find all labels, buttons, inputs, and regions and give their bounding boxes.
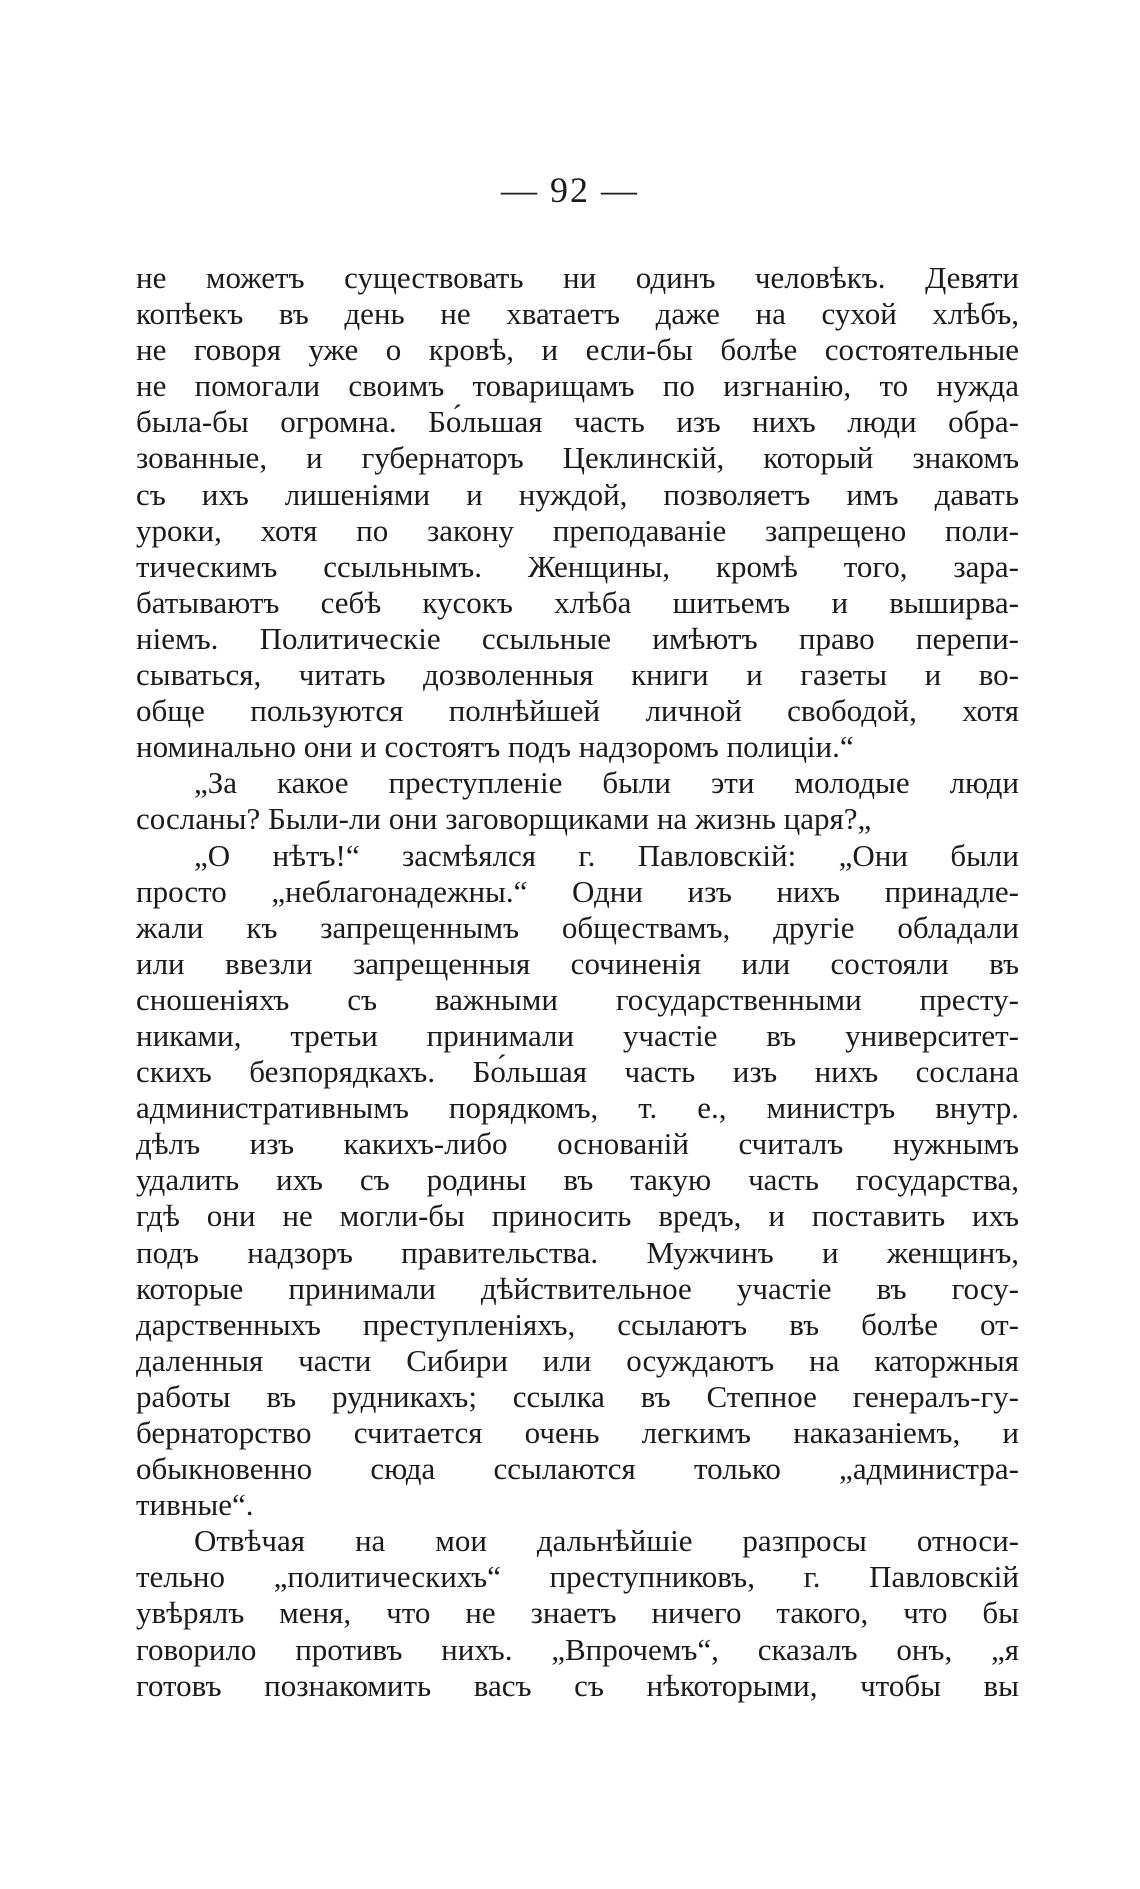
text-line: сываться, читать дозволенныя книги и газеты и во- (136, 657, 1019, 693)
text-line: увѣрялъ меня, что не знаетъ ничего такого, что бы (136, 1595, 1019, 1631)
text-line: удалить ихъ съ родины въ такую часть государства, (136, 1162, 1019, 1198)
text-line: дарственныхъ преступленіяхъ, ссылаютъ въ болѣе от- (136, 1306, 1019, 1342)
text-line: которые принимали дѣйствительное участіе въ госу- (136, 1270, 1019, 1306)
text-line: административнымъ порядкомъ, т. е., министръ внутр. (136, 1090, 1019, 1126)
text-line: тическимъ ссыльнымъ. Женщины, кромѣ того, зара- (136, 548, 1019, 584)
text-line: была-бы огромна. Бо́льшая часть изъ нихъ люди обра- (136, 404, 1019, 440)
text-line: обще пользуются полнѣйшей личной свободой, хотя (136, 693, 1019, 729)
text-line: или ввезли запрещенныя сочиненія или состояли въ (136, 945, 1019, 981)
text-line: жали къ запрещеннымъ обществамъ, другіе обладали (136, 909, 1019, 945)
text-line: батываютъ себѣ кусокъ хлѣба шитьемъ и выширва- (136, 584, 1019, 620)
text-line: номинально они и состоятъ подъ надзоромъ полиціи.“ (136, 729, 854, 765)
text-line: зованные, и губернаторъ Цеклинскій, который знакомъ (136, 440, 1019, 476)
text-line: Отвѣчая на мои дальнѣйшіе разпросы относи- (194, 1523, 1019, 1559)
text-line: никами, третьи принимали участіе въ университет- (136, 1017, 1019, 1053)
text-line: тельно „политическихъ“ преступниковъ, г. Павловскій (136, 1559, 1019, 1595)
text-line: скихъ безпорядкахъ. Бо́льшая часть изъ нихъ сослана (136, 1054, 1019, 1090)
text-line: подъ надзоръ правительства. Мужчинъ и женщинъ, (136, 1234, 1019, 1270)
text-line: сношеніяхъ съ важными государственными престу- (136, 981, 1019, 1017)
text-line: ніемъ. Политическіе ссыльные имѣютъ право перепи- (136, 620, 1019, 656)
page-number: — 92 — (501, 170, 639, 210)
text-line: просто „неблагонадежны.“ Одни изъ нихъ принадле- (136, 873, 1019, 909)
text-line: съ ихъ лишеніями и нуждой, позволяетъ имъ давать (136, 476, 1019, 512)
text-line: готовъ познакомить васъ съ нѣкоторыми, чтобы вы (136, 1667, 1019, 1703)
text-line: обыкновенно сюда ссылаются только „администра- (136, 1451, 1019, 1487)
text-line: „За какое преступленіе были эти молодые люди (194, 765, 1019, 801)
text-line: „О нѣтъ!“ засмѣялся г. Павловскій: „Они были (194, 837, 1019, 873)
text-line: не помогали своимъ товарищамъ по изгнанію, то нужда (136, 368, 1019, 404)
text-line: гдѣ они не могли-бы приносить вредъ, и поставить ихъ (136, 1198, 1019, 1234)
text-line: не можетъ существовать ни одинъ человѣкъ. Девяти (136, 260, 1019, 295)
text-line: копѣекъ въ день не хватаетъ даже на сухой хлѣбъ, (136, 296, 1019, 332)
text-line: говорило противъ нихъ. „Впрочемъ“, сказалъ онъ, „я (136, 1631, 1019, 1667)
text-line: уроки, хотя по закону преподаваніе запрещено поли- (136, 512, 1019, 548)
text-line: тивные“. (136, 1487, 254, 1523)
text-line: даленныя части Сибири или осуждаютъ на каторжныя (136, 1342, 1019, 1378)
text-line: работы въ рудникахъ; ссылка въ Степное генералъ-гу- (136, 1378, 1019, 1414)
text-line: не говоря уже о кровѣ, и если-бы болѣе состоятельные (136, 332, 1019, 368)
body-text (136, 260, 1019, 1704)
text-line: дѣлъ изъ какихъ-либо основаній считалъ нужнымъ (136, 1126, 1019, 1162)
text-line: бернаторство считается очень легкимъ наказаніемъ, и (136, 1415, 1019, 1450)
text-line: сосланы? Были-ли они заговорщиками на жизнь царя?„ (136, 801, 872, 837)
